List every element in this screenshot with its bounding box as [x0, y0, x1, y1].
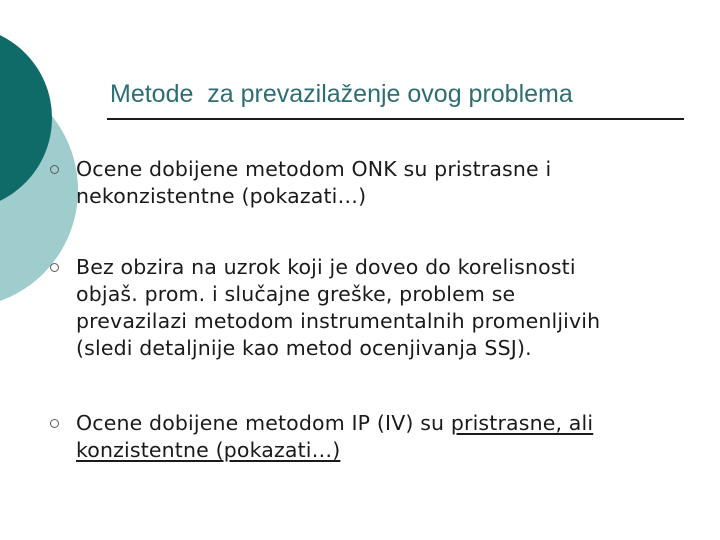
- bullet-line: nekonzistentne (pokazati…): [76, 184, 367, 208]
- bullet-line: (sledi detaljnije kao metod ocenjivanja SSJ).: [76, 336, 532, 360]
- bullet-line: [76, 410, 690, 437]
- underlined-text: pristrasne, ali: [450, 411, 594, 435]
- underlined-text: konzistentne (pokazati…): [76, 438, 341, 462]
- bullet-circle-icon: [50, 419, 59, 428]
- bullet-line: Bez obzira na uzrok koji je doveo do korelisnosti: [76, 255, 576, 279]
- bullet-item-1: [30, 156, 690, 210]
- bullet-item-2: [30, 254, 690, 362]
- bullet-line: prevazilazi metodom instrumentalnih promenljivih: [76, 309, 601, 333]
- bullet-text-2: [76, 254, 690, 362]
- bullet-line: objaš. prom. i slučajne greške, problem se: [76, 282, 516, 306]
- bullet-item-3: [30, 410, 690, 464]
- bullet-text-3: [76, 410, 690, 464]
- bullet-line: [76, 437, 690, 464]
- bullet-plain-text: Ocene dobijene metodom IP (IV) su: [76, 411, 451, 435]
- bullet-circle-icon: [50, 263, 59, 272]
- bullet-text-1: [76, 156, 690, 210]
- title-underline-rule: [107, 118, 684, 120]
- bullet-line: Ocene dobijene metodom ONK su pristrasne i: [76, 157, 552, 181]
- slide-title: Metode za prevazilaženje ovog problema: [110, 80, 573, 108]
- bullet-circle-icon: [50, 165, 59, 174]
